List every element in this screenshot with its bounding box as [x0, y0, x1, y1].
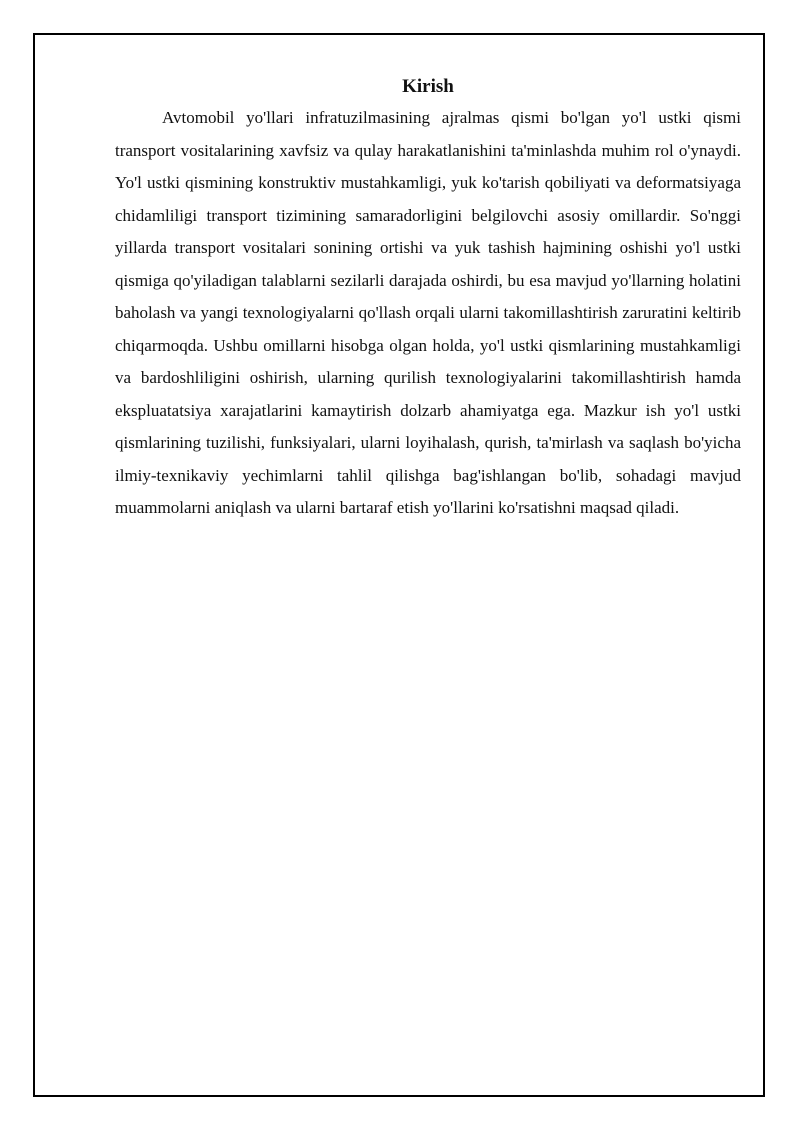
document-body: [115, 72, 741, 525]
section-title: Kirish: [402, 76, 454, 97]
intro-paragraph: Avtomobil yo'llari infratuzilmasining ajralmas qismi bo'lgan yo'l ustki qismi transport vositalarining xavfsiz va qulay harakatlanishini ta'minlashda muhim rol o'ynaydi. Yo'l ustki qismining konstruktiv mustahkamligi, yuk ko'tarish qobiliyati va deformatsiyaga chidamliligi transport tizimining samaradorligini belgilovchi asosiy omillardir. So'nggi yillarda transport vositalari sonining ortishi va yuk tashish hajmining oshishi yo'l ustki qismiga qo'yiladigan talablarni sezilarli darajada oshirdi, bu esa mavjud yo'llarning holatini baholash va yangi texnologiyalarni qo'llash orqali ularni takomillashtirish zaruratini keltirib chiqarmoqda. Ushbu omillarni hisobga olgan holda, yo'l ustki qismlarining mustahkamligi va bardoshliligini oshirish, ularning qurilish texnologiyalarini takomillashtirish hamda ekspluatatsiya xarajatlarini kamaytirish dolzarb ahamiyatga ega. Mazkur ish yo'l ustki qismlarining tuzilishi, funksiyalari, ularni loyihalash, qurish, ta'mirlash va saqlash bo'yicha ilmiy-texnikaviy yechimlarni tahlil qilishga bag'ishlangan bo'lib, sohadagi mavjud muammolarni aniqlash va ularni bartaraf etish yo'llarini ko'rsatishni maqsad qiladi.: [115, 108, 741, 517]
